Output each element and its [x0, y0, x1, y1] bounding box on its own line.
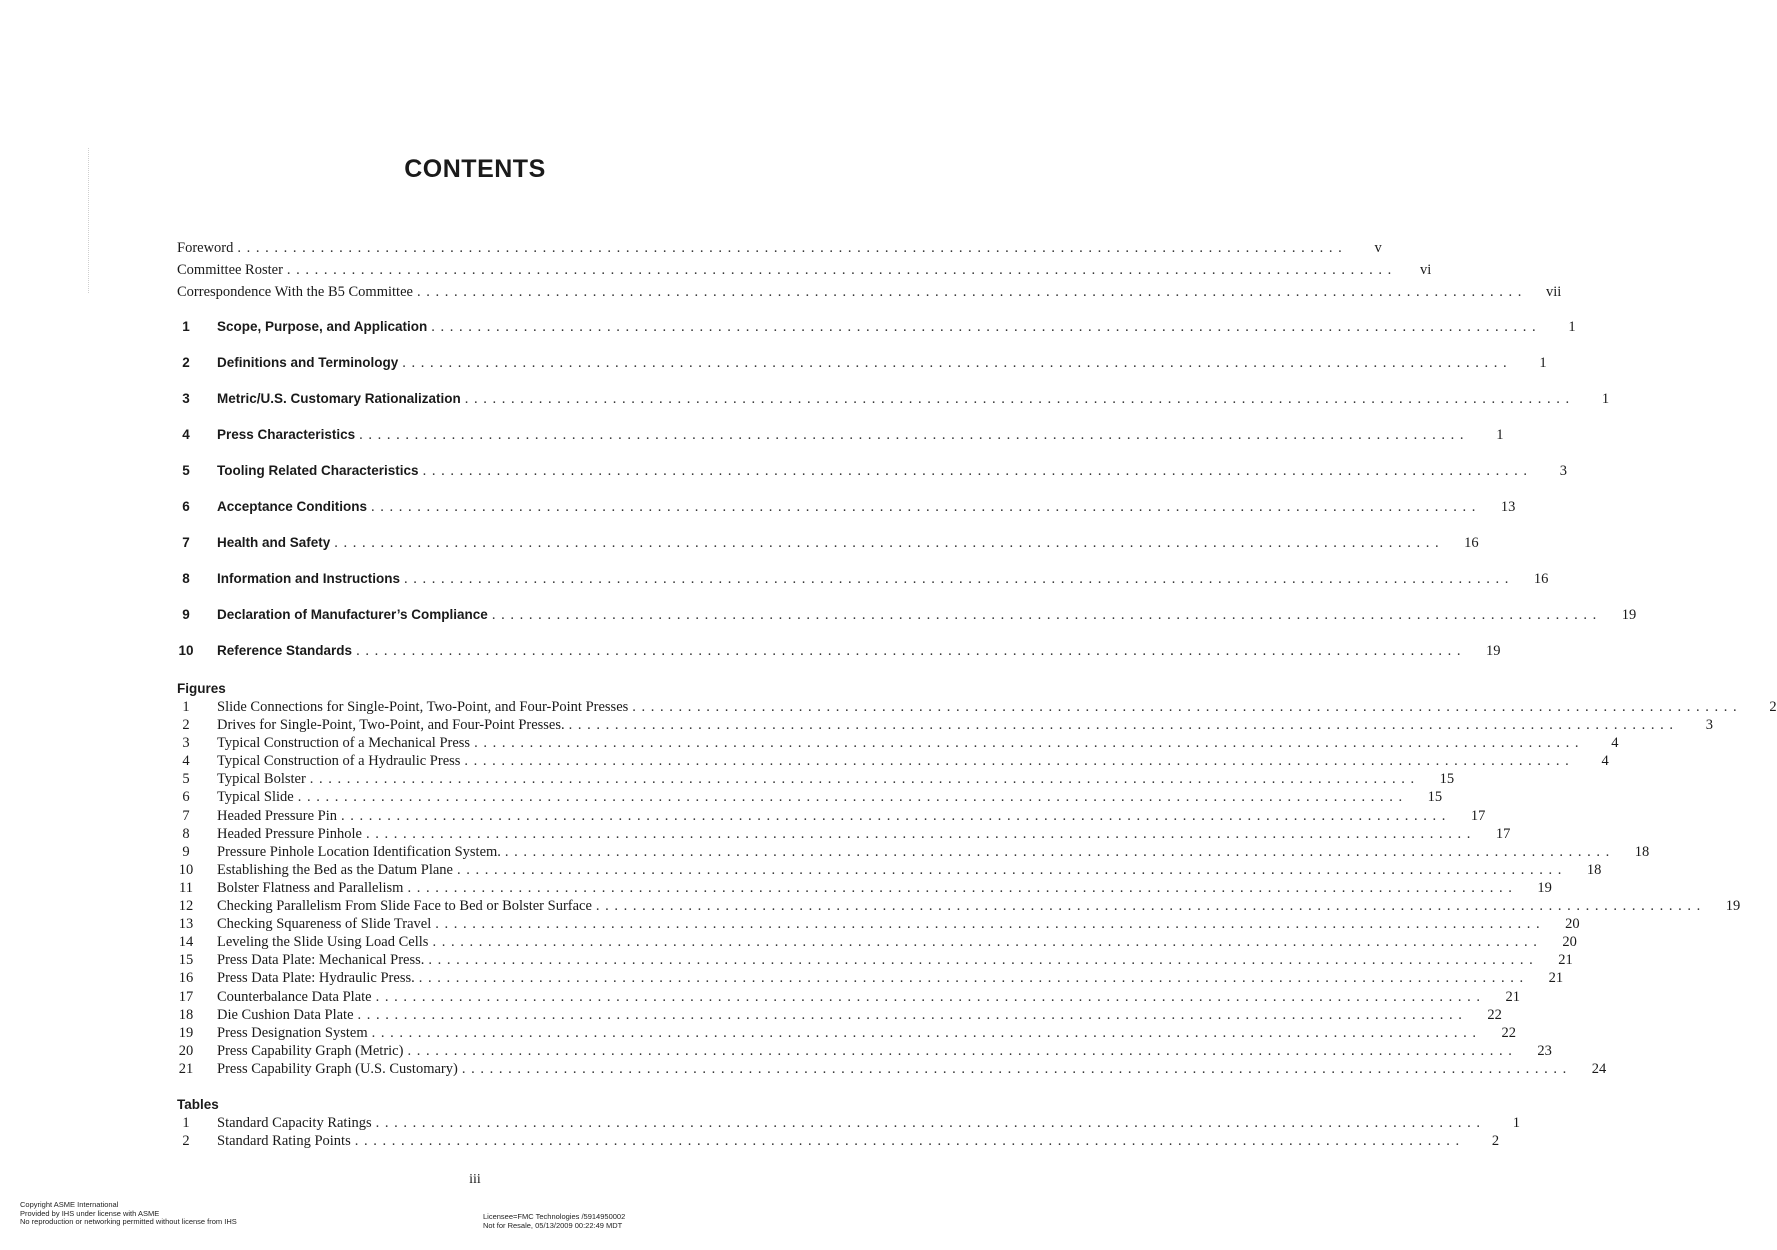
figure-number: 4: [182, 753, 190, 770]
leader-dots: . . . . . . . . . . . . . . . . . . . . . . . . . . . . . . . . . . . . . . . . . . . . . . . . . . . . . . . . . . . . . . . . . . . . . . . . . . . . . . . . . . . . . . . . . . . . . . . . . . . . . . . . . . . . . . . . . . . . . . . .: [464, 391, 1571, 407]
figure-entry[interactable]: [177, 879, 1552, 897]
figure-page: 15: [1427, 789, 1443, 806]
figure-number: 20: [178, 1042, 194, 1059]
toc-entry-page: vi: [1420, 262, 1432, 278]
footer-right: [483, 1213, 625, 1230]
toc-entry-correspondence[interactable]: [177, 284, 1562, 306]
figure-label: Pressure Pinhole Location Identification System.: [217, 843, 501, 860]
leader-dots: . . . . . . . . . . . . . . . . . . . . . . . . . . . . . . . . . . . . . . . . . . . . . . . . . . . . . . . . . . . . . . . . . . . . . . . . . . . . . . . . . . . . . . . . . . . . . . . . . . . . . . . . . . . . . . . . . . . . . . . .: [491, 607, 1598, 623]
figure-number: 19: [178, 1024, 194, 1041]
figure-page: 15: [1439, 771, 1455, 788]
leader-dots: . . . . . . . . . . . . . . . . . . . . . . . . . . . . . . . . . . . . . . . . . . . . . . . . . . . . . . . . . . . . . . . . . . . . . . . . . . . . . . . . . . . . . . . . . . . . . . . . . . . . . . . . . . . . . . . . . . . . . . . .: [404, 571, 1510, 587]
figure-page: 18: [1586, 861, 1602, 878]
toc-entry-number: 8: [182, 571, 190, 586]
leader-dots: . . . . . . . . . . . . . . . . . . . . . . . . . . . . . . . . . . . . . . . . . . . . . . . . . . . . . . . . . . . . . . . . . . . . . . . . . . . . . . . . . . . . . . . . . . . . . . . . . . . . . . . . . . . . . . . . . . . . . . . .: [407, 1042, 1513, 1059]
figure-entry[interactable]: [177, 716, 1714, 734]
figure-entry[interactable]: [177, 951, 1573, 969]
leader-dots: . . . . . . . . . . . . . . . . . . . . . . . . . . . . . . . . . . . . . . . . . . . . . . . . . . . . . . . . . . . . . . . . . . . . . . . . . . . . . . . . . . . . . . . . . . . . . . . . . . . . . . . . . . . . . . . . . . . . . . . .: [407, 879, 1513, 896]
toc-entry-page: 16: [1533, 571, 1549, 587]
figure-number: 11: [179, 879, 193, 896]
toc-entry-label: Reference Standards: [217, 643, 353, 658]
figure-entry[interactable]: [177, 1006, 1502, 1024]
leader-dots: . . . . . . . . . . . . . . . . . . . . . . . . . . . . . . . . . . . . . . . . . . . . . . . . . . . . . . . . . . . . . . . . . . . . . . . . . . . . . . . . . . . . . . . . . . . . . . . . . . . . . . . . . . . . . . . . . . . . . . . .: [357, 1006, 1463, 1023]
figure-label: Checking Squareness of Slide Travel: [217, 916, 432, 933]
toc-section-6[interactable]: [177, 499, 1516, 535]
figure-number: 17: [178, 988, 194, 1005]
toc-entry-page: 1: [1568, 319, 1576, 335]
figure-label: Die Cushion Data Plate: [217, 1006, 354, 1023]
toc-entry-page: v: [1374, 240, 1382, 256]
figure-entry[interactable]: [177, 897, 1741, 915]
toc-entry-label: Tooling Related Characteristics: [217, 463, 419, 478]
leader-dots: . . . . . . . . . . . . . . . . . . . . . . . . . . . . . . . . . . . . . . . . . . . . . . . . . . . . . . . . . . . . . . . . . . . . . . . . . . . . . . . . . . . . . . . . . . . . . . . . . . . . . . . . . . . . . . . . . . . . . . . .: [359, 427, 1465, 443]
toc-entry-label: Declaration of Manufacturer’s Compliance: [217, 607, 488, 622]
toc-entry-foreword[interactable]: [177, 240, 1382, 262]
figure-page: 20: [1562, 934, 1577, 951]
figure-page: 24: [1591, 1060, 1607, 1077]
toc-entry-number: 6: [182, 499, 190, 514]
toc-section-10[interactable]: [177, 643, 1501, 679]
figures-heading: Figures: [177, 681, 226, 696]
footer-line: Copyright ASME International: [20, 1200, 119, 1209]
footer-line: No reproduction or networking permitted without license from IHS: [20, 1217, 237, 1226]
figure-label: Typical Construction of a Hydraulic Press: [217, 753, 461, 770]
toc-section-3[interactable]: [177, 391, 1610, 427]
footer-line: Not for Resale, 05/13/2009 00:22:49 MDT: [483, 1220, 623, 1230]
leader-dots: . . . . . . . . . . . . . . . . . . . . . . . . . . . . . . . . . . . . . . . . . . . . . . . . . . . . . . . . . . . . . . . . . . . . . . . . . . . . . . . . . . . . . . . . . . . . . . . . . . . . . . . . . . . . . . . . . . . . . . . .: [461, 1060, 1568, 1077]
toc-entry-label: Acceptance Conditions: [217, 499, 368, 514]
sections-list: [177, 319, 1637, 679]
toc-entry-label: Information and Instructions: [217, 571, 401, 586]
figure-page: 4: [1611, 735, 1619, 752]
leader-dots: . . . . . . . . . . . . . . . . . . . . . . . . . . . . . . . . . . . . . . . . . . . . . . . . . . . . . . . . . . . . . . . . . . . . . . . . . . . . . . . . . . . . . . . . . . . . . . . . . . . . . . . . . . . . . . . . . . . . . . . .: [595, 898, 1702, 915]
figure-number: 5: [182, 771, 190, 788]
toc-entry-number: 5: [182, 463, 190, 478]
toc-section-5[interactable]: [177, 463, 1567, 499]
figure-page: 21: [1505, 988, 1520, 1005]
toc-entry-number: 9: [182, 607, 190, 622]
figure-page: 4: [1601, 753, 1609, 770]
leader-dots: . . . . . . . . . . . . . . . . . . . . . . . . . . . . . . . . . . . . . . . . . . . . . . . . . . . . . . . . . . . . . . . . . . . . . . . . . . . . . . . . . . . . . . . . . . . . . . . . . . . . . . . . . . . . . . . . . . . . . . . .: [474, 735, 1580, 752]
toc-entry-number: 3: [182, 391, 190, 406]
figure-entry[interactable]: [177, 770, 1455, 788]
figure-entry[interactable]: [177, 788, 1443, 806]
page-title: CONTENTS: [404, 155, 546, 183]
toc-entry-page: 19: [1485, 643, 1501, 659]
leader-dots: . . . . . . . . . . . . . . . . . . . . . . . . . . . . . . . . . . . . . . . . . . . . . . . . . . . . . . . . . . . . . . . . . . . . . . . . . . . . . . . . . . . . . . . . . . . . . . . . . . . . . . . . . . . . . . . . . . . . . . . .: [428, 952, 1534, 969]
toc-entry-label: Committee Roster: [177, 262, 283, 278]
figure-number: 21: [178, 1060, 194, 1077]
figure-page: 19: [1725, 898, 1741, 915]
leader-dots: . . . . . . . . . . . . . . . . . . . . . . . . . . . . . . . . . . . . . . . . . . . . . . . . . . . . . . . . . . . . . . . . . . . . . . . . . . . . . . . . . . . . . . . . . . . . . . . . . . . . . . . . . . . . . . . . . . . . . . . .: [416, 284, 1523, 300]
figure-number: 10: [178, 861, 194, 878]
leader-dots: . . . . . . . . . . . . . . . . . . . . . . . . . . . . . . . . . . . . . . . . . . . . . . . . . . . . . . . . . . . . . . . . . . . . . . . . . . . . . . . . . . . . . . . . . . . . . . . . . . . . . . . . . . . . . . . . . . . . . . . .: [435, 916, 1541, 933]
tables-list: [177, 1096, 1521, 1150]
figure-entry[interactable]: [177, 1024, 1517, 1042]
toc-entry-label: Foreword: [177, 240, 234, 256]
toc-entry-label: Correspondence With the B5 Committee: [177, 284, 413, 300]
figure-label: Headed Pressure Pin: [217, 807, 338, 824]
figure-label: Press Capability Graph (U.S. Customary): [217, 1060, 458, 1077]
table-entry[interactable]: [177, 1114, 1521, 1132]
figure-page: 2: [1769, 699, 1777, 715]
figure-entry[interactable]: [177, 933, 1577, 951]
figure-page: 21: [1558, 952, 1573, 969]
figure-label: Drives for Single-Point, Two-Point, and Four-Point Presses.: [217, 717, 565, 734]
leader-dots: . . . . . . . . . . . . . . . . . . . . . . . . . . . . . . . . . . . . . . . . . . . . . . . . . . . . . . . . . . . . . . . . . . . . . . . . . . . . . . . . . . . . . . . . . . . . . . . . . . . . . . . . . . . . . . . . . . . . . . . .: [371, 1024, 1478, 1041]
figure-entry[interactable]: [177, 969, 1564, 987]
leader-dots: . . . . . . . . . . . . . . . . . . . . . . . . . . . . . . . . . . . . . . . . . . . . . . . . . . . . . . . . . . . . . . . . . . . . . . . . . . . . . . . . . . . . . . . . . . . . . . . . . . . . . . . . . . . . . . . . . . . . . . . .: [418, 970, 1525, 987]
leader-dots: . . . . . . . . . . . . . . . . . . . . . . . . . . . . . . . . . . . . . . . . . . . . . . . . . . . . . . . . . . . . . . . . . . . . . . . . . . . . . . . . . . . . . . . . . . . . . . . . . . . . . . . . . . . . . . . . . . . . . . . .: [365, 825, 1472, 842]
figure-label: Headed Pressure Pinhole: [217, 825, 362, 842]
figure-label: Slide Connections for Single-Point, Two-Point, and Four-Point Presses: [217, 699, 629, 715]
figure-label: Typical Slide: [217, 789, 294, 806]
figure-label: Typical Construction of a Mechanical Press: [217, 735, 471, 752]
toc-entry-page: 1: [1496, 427, 1504, 443]
figure-number: 9: [182, 843, 190, 860]
toc-entry-page: 16: [1464, 535, 1479, 551]
toc-entry-label: Metric/U.S. Customary Rationalization: [217, 391, 461, 406]
leader-dots: . . . . . . . . . . . . . . . . . . . . . . . . . . . . . . . . . . . . . . . . . . . . . . . . . . . . . . . . . . . . . . . . . . . . . . . . . . . . . . . . . . . . . . . . . . . . . . . . . . . . . . . . . . . . . . . . . . . . . . . .: [422, 463, 1528, 479]
figure-label: Press Capability Graph (Metric): [217, 1042, 404, 1059]
figure-entry[interactable]: [177, 988, 1520, 1006]
figure-number: 15: [178, 952, 194, 969]
footer-line: Provided by IHS under license with ASME: [20, 1208, 160, 1218]
toc-entry-page: 19: [1621, 607, 1637, 623]
figure-page: 17: [1470, 807, 1486, 824]
figure-number: 16: [178, 970, 194, 987]
leader-dots: . . . . . . . . . . . . . . . . . . . . . . . . . . . . . . . . . . . . . . . . . . . . . . . . . . . . . . . . . . . . . . . . . . . . . . . . . . . . . . . . . . . . . . . . . . . . . . . . . . . . . . . . . . . . . . . . . . . . . . . .: [504, 843, 1611, 860]
figure-label: Press Designation System: [217, 1024, 368, 1041]
toc-section-7[interactable]: [177, 535, 1479, 571]
figure-label: Leveling the Slide Using Load Cells: [217, 934, 429, 951]
figure-number: 7: [182, 807, 190, 824]
figure-number: 12: [178, 898, 194, 915]
toc-section-2[interactable]: [177, 355, 1547, 391]
figure-page: 3: [1705, 717, 1714, 734]
table-number: 1: [182, 1115, 190, 1131]
figure-entry[interactable]: [177, 825, 1511, 843]
toc-entry-committee-roster[interactable]: [177, 262, 1432, 284]
toc-entry-page: 1: [1601, 391, 1610, 407]
table-label: Standard Rating Points: [217, 1133, 351, 1150]
figure-label: Press Data Plate: Hydraulic Press.: [217, 970, 415, 987]
leader-dots: . . . . . . . . . . . . . . . . . . . . . . . . . . . . . . . . . . . . . . . . . . . . . . . . . . . . . . . . . . . . . . . . . . . . . . . . . . . . . . . . . . . . . . . . . . . . . . . . . . . . . . . . . . . . . . . . . . . . . . . .: [375, 1115, 1482, 1131]
leader-dots: . . . . . . . . . . . . . . . . . . . . . . . . . . . . . . . . . . . . . . . . . . . . . . . . . . . . . . . . . . . . . . . . . . . . . . . . . . . . . . . . . . . . . . . . . . . . . . . . . . . . . . . . . . . . . . . . . . . . . . . .: [334, 535, 1440, 551]
figure-page: 19: [1537, 879, 1552, 896]
toc-entry-number: 7: [182, 535, 190, 550]
figures-list: [177, 680, 1777, 1078]
figure-entry[interactable]: [177, 807, 1486, 825]
toc-entry-page: vii: [1546, 284, 1562, 300]
figure-entry[interactable]: [177, 861, 1602, 879]
toc-entry-page: 1: [1539, 355, 1547, 371]
toc-entry-page: 13: [1500, 499, 1516, 515]
toc-entry-number: 4: [182, 427, 190, 442]
figure-page: 20: [1565, 916, 1580, 933]
footer-left: [20, 1201, 237, 1227]
leader-dots: . . . . . . . . . . . . . . . . . . . . . . . . . . . . . . . . . . . . . . . . . . . . . . . . . . . . . . . . . . . . . . . . . . . . . . . . . . . . . . . . . . . . . . . . . . . . . . . . . . . . . . . . . . . . . . . . . . . . . . . .: [432, 934, 1538, 951]
leader-dots: . . . . . . . . . . . . . . . . . . . . . . . . . . . . . . . . . . . . . . . . . . . . . . . . . . . . . . . . . . . . . . . . . . . . . . . . . . . . . . . . . . . . . . . . . . . . . . . . . . . . . . . . . . . . . . . . . . . . . . . .: [354, 1133, 1461, 1150]
figure-entry[interactable]: [177, 698, 1777, 716]
leader-dots: . . . . . . . . . . . . . . . . . . . . . . . . . . . . . . . . . . . . . . . . . . . . . . . . . . . . . . . . . . . . . . . . . . . . . . . . . . . . . . . . . . . . . . . . . . . . . . . . . . . . . . . . . . . . . . . . . . . . . . . .: [356, 643, 1462, 659]
figure-number: 6: [182, 789, 190, 806]
table-page: 1: [1512, 1115, 1521, 1131]
leader-dots: . . . . . . . . . . . . . . . . . . . . . . . . . . . . . . . . . . . . . . . . . . . . . . . . . . . . . . . . . . . . . . . . . . . . . . . . . . . . . . . . . . . . . . . . . . . . . . . . . . . . . . . . . . . . . . . . . . . . . . . .: [341, 807, 1447, 824]
footer-line: Licensee=FMC Technologies /5914950002: [483, 1212, 626, 1221]
table-rows: [177, 1114, 1521, 1150]
leader-dots: . . . . . . . . . . . . . . . . . . . . . . . . . . . . . . . . . . . . . . . . . . . . . . . . . . . . . . . . . . . . . . . . . . . . . . . . . . . . . . . . . . . . . . . . . . . . . . . . . . . . . . . . . . . . . . . . . . . . . . . .: [568, 717, 1675, 734]
leader-dots: . . . . . . . . . . . . . . . . . . . . . . . . . . . . . . . . . . . . . . . . . . . . . . . . . . . . . . . . . . . . . . . . . . . . . . . . . . . . . . . . . . . . . . . . . . . . . . . . . . . . . . . . . . . . . . . . . . . . . . . .: [371, 499, 1477, 515]
toc-section-1[interactable]: [177, 319, 1576, 355]
figure-label: Press Data Plate: Mechanical Press.: [217, 952, 425, 969]
figure-page: 23: [1537, 1042, 1552, 1059]
toc-section-4[interactable]: [177, 427, 1504, 463]
figure-entry[interactable]: [177, 752, 1609, 770]
figure-entry[interactable]: [177, 1060, 1607, 1078]
figure-entry[interactable]: [177, 734, 1619, 752]
toc-entry-number: 10: [178, 643, 194, 658]
figure-number: 18: [178, 1006, 194, 1023]
page-number: iii: [469, 1172, 481, 1187]
figure-page: 22: [1487, 1006, 1502, 1023]
front-matter-list: [177, 240, 1562, 306]
leader-dots: . . . . . . . . . . . . . . . . . . . . . . . . . . . . . . . . . . . . . . . . . . . . . . . . . . . . . . . . . . . . . . . . . . . . . . . . . . . . . . . . . . . . . . . . . . . . . . . . . . . . . . . . . . . . . . . . . . . . . . . .: [297, 789, 1404, 806]
table-number: 2: [182, 1133, 190, 1150]
figure-number: 1: [182, 699, 190, 715]
leader-dots: . . . . . . . . . . . . . . . . . . . . . . . . . . . . . . . . . . . . . . . . . . . . . . . . . . . . . . . . . . . . . . . . . . . . . . . . . . . . . . . . . . . . . . . . . . . . . . . . . . . . . . . . . . . . . . . . . . . . . . . .: [375, 988, 1481, 1005]
table-entry[interactable]: [177, 1132, 1500, 1150]
figure-label: Counterbalance Data Plate: [217, 988, 372, 1005]
toc-entry-label: Press Characteristics: [217, 427, 356, 442]
figure-page: 21: [1548, 970, 1564, 987]
figure-number: 2: [182, 717, 190, 734]
toc-entry-page: 3: [1559, 463, 1567, 479]
figure-page: 18: [1634, 843, 1650, 860]
toc-entry-label: Scope, Purpose, and Application: [217, 319, 428, 334]
leader-dots: . . . . . . . . . . . . . . . . . . . . . . . . . . . . . . . . . . . . . . . . . . . . . . . . . . . . . . . . . . . . . . . . . . . . . . . . . . . . . . . . . . . . . . . . . . . . . . . . . . . . . . . . . . . . . . . . . . . . . . . .: [431, 319, 1537, 335]
figure-page: 17: [1495, 825, 1511, 842]
tables-heading: Tables: [177, 1097, 219, 1112]
figure-entry[interactable]: [177, 915, 1580, 933]
table-page: 2: [1491, 1133, 1500, 1150]
figure-number: 3: [182, 735, 190, 752]
leader-dots: . . . . . . . . . . . . . . . . . . . . . . . . . . . . . . . . . . . . . . . . . . . . . . . . . . . . . . . . . . . . . . . . . . . . . . . . . . . . . . . . . . . . . . . . . . . . . . . . . . . . . . . . . . . . . . . . . . . . . . . .: [309, 771, 1416, 788]
figure-label: Typical Bolster: [217, 771, 306, 788]
figure-page: 22: [1501, 1024, 1517, 1041]
toc-entry-label: Definitions and Terminology: [217, 355, 399, 370]
figure-label: Bolster Flatness and Parallelism: [217, 879, 404, 896]
figure-entry[interactable]: [177, 843, 1650, 861]
figure-label: Checking Parallelism From Slide Face to Bed or Bolster Surface: [217, 898, 592, 915]
toc-entry-number: 2: [182, 355, 190, 370]
toc-section-8[interactable]: [177, 571, 1549, 607]
table-label: Standard Capacity Ratings: [217, 1115, 372, 1131]
figure-rows: [177, 698, 1777, 1078]
leader-dots: . . . . . . . . . . . . . . . . . . . . . . . . . . . . . . . . . . . . . . . . . . . . . . . . . . . . . . . . . . . . . . . . . . . . . . . . . . . . . . . . . . . . . . . . . . . . . . . . . . . . . . . . . . . . . . . . . . . . . . . .: [402, 355, 1508, 371]
figure-number: 8: [182, 825, 190, 842]
toc-section-9[interactable]: [177, 607, 1637, 643]
leader-dots: . . . . . . . . . . . . . . . . . . . . . . . . . . . . . . . . . . . . . . . . . . . . . . . . . . . . . . . . . . . . . . . . . . . . . . . . . . . . . . . . . . . . . . . . . . . . . . . . . . . . . . . . . . . . . . . . . . . . . . . .: [632, 699, 1738, 715]
figure-entry[interactable]: [177, 1042, 1552, 1060]
toc-entry-number: 1: [182, 319, 190, 334]
leader-dots: . . . . . . . . . . . . . . . . . . . . . . . . . . . . . . . . . . . . . . . . . . . . . . . . . . . . . . . . . . . . . . . . . . . . . . . . . . . . . . . . . . . . . . . . . . . . . . . . . . . . . . . . . . . . . . . . . . . . . . . .: [464, 753, 1570, 770]
figure-number: 14: [178, 934, 194, 951]
leader-dots: . . . . . . . . . . . . . . . . . . . . . . . . . . . . . . . . . . . . . . . . . . . . . . . . . . . . . . . . . . . . . . . . . . . . . . . . . . . . . . . . . . . . . . . . . . . . . . . . . . . . . . . . . . . . . . . . . . . . . . . .: [237, 240, 1343, 256]
leader-dots: . . . . . . . . . . . . . . . . . . . . . . . . . . . . . . . . . . . . . . . . . . . . . . . . . . . . . . . . . . . . . . . . . . . . . . . . . . . . . . . . . . . . . . . . . . . . . . . . . . . . . . . . . . . . . . . . . . . . . . . .: [286, 262, 1393, 278]
figure-label: Establishing the Bed as the Datum Plane: [217, 861, 453, 878]
leader-dots: . . . . . . . . . . . . . . . . . . . . . . . . . . . . . . . . . . . . . . . . . . . . . . . . . . . . . . . . . . . . . . . . . . . . . . . . . . . . . . . . . . . . . . . . . . . . . . . . . . . . . . . . . . . . . . . . . . . . . . . .: [457, 861, 1563, 878]
toc-entry-label: Health and Safety: [217, 535, 331, 550]
figure-number: 13: [178, 916, 194, 933]
